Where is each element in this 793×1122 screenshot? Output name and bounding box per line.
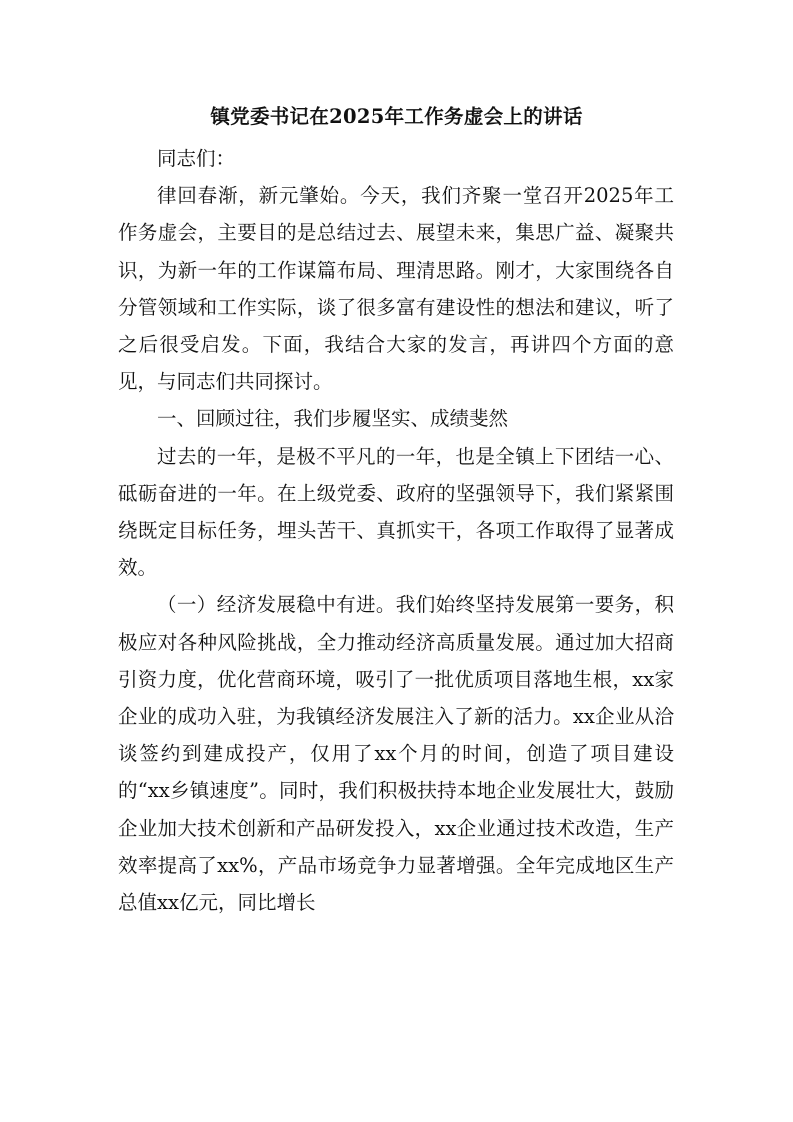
paragraph-review: 过去的一年，是极不平凡的一年，也是全镇上下团结一心、砥砺奋进的一年。在上级党委、政府的坚强领导下，我们紧紧围绕既定目标任务，埋头苦干、真抓实干，各项工作取得了显著成效。 <box>118 444 674 580</box>
paragraph-economy: （一）经济发展稳中有进。我们始终坚持发展第一要务，积极应对各种风险挑战，全力推动经济高质量发展。通过加大招商引资力度，优化营商环境，吸引了一批优质项目落地生根，xx家企业的成功入驻，为我镇经济发展注入了新的活力。xx企业从洽谈签约到建成投产，仅用了xx个月的时间，创造了项目建设的“xx乡镇速度”。同时，我们积极扶持本地企业发展壮大，鼓励企业加大技术创新和产品研发投入，xx企业通过技术改造，生产效率提高了xx%，产品市场竞争力显著增强。全年完成地区生产总值xx亿元，同比增长 <box>118 593 674 915</box>
document-title: 镇党委书记在2025年工作务虚会上的讲话 <box>210 105 583 128</box>
greeting: 同志们： <box>157 147 236 170</box>
document-body <box>118 140 674 921</box>
paragraph-intro: 律回春渐，新元肇始。今天，我们齐聚一堂召开2025年工作务虚会，主要目的是总结过去、展望未来，集思广益、凝聚共识，为新一年的工作谋篇布局、理清思路。刚才，大家围绕各自分管领域和工作实际，谈了很多富有建设性的想法和建议，听了之后很受启发。下面，我结合大家的发言，再讲四个方面的意见，与同志们共同探讨。 <box>118 184 674 394</box>
section-heading-1: 一、回顾过往，我们步履坚实、成绩斐然 <box>157 407 509 431</box>
